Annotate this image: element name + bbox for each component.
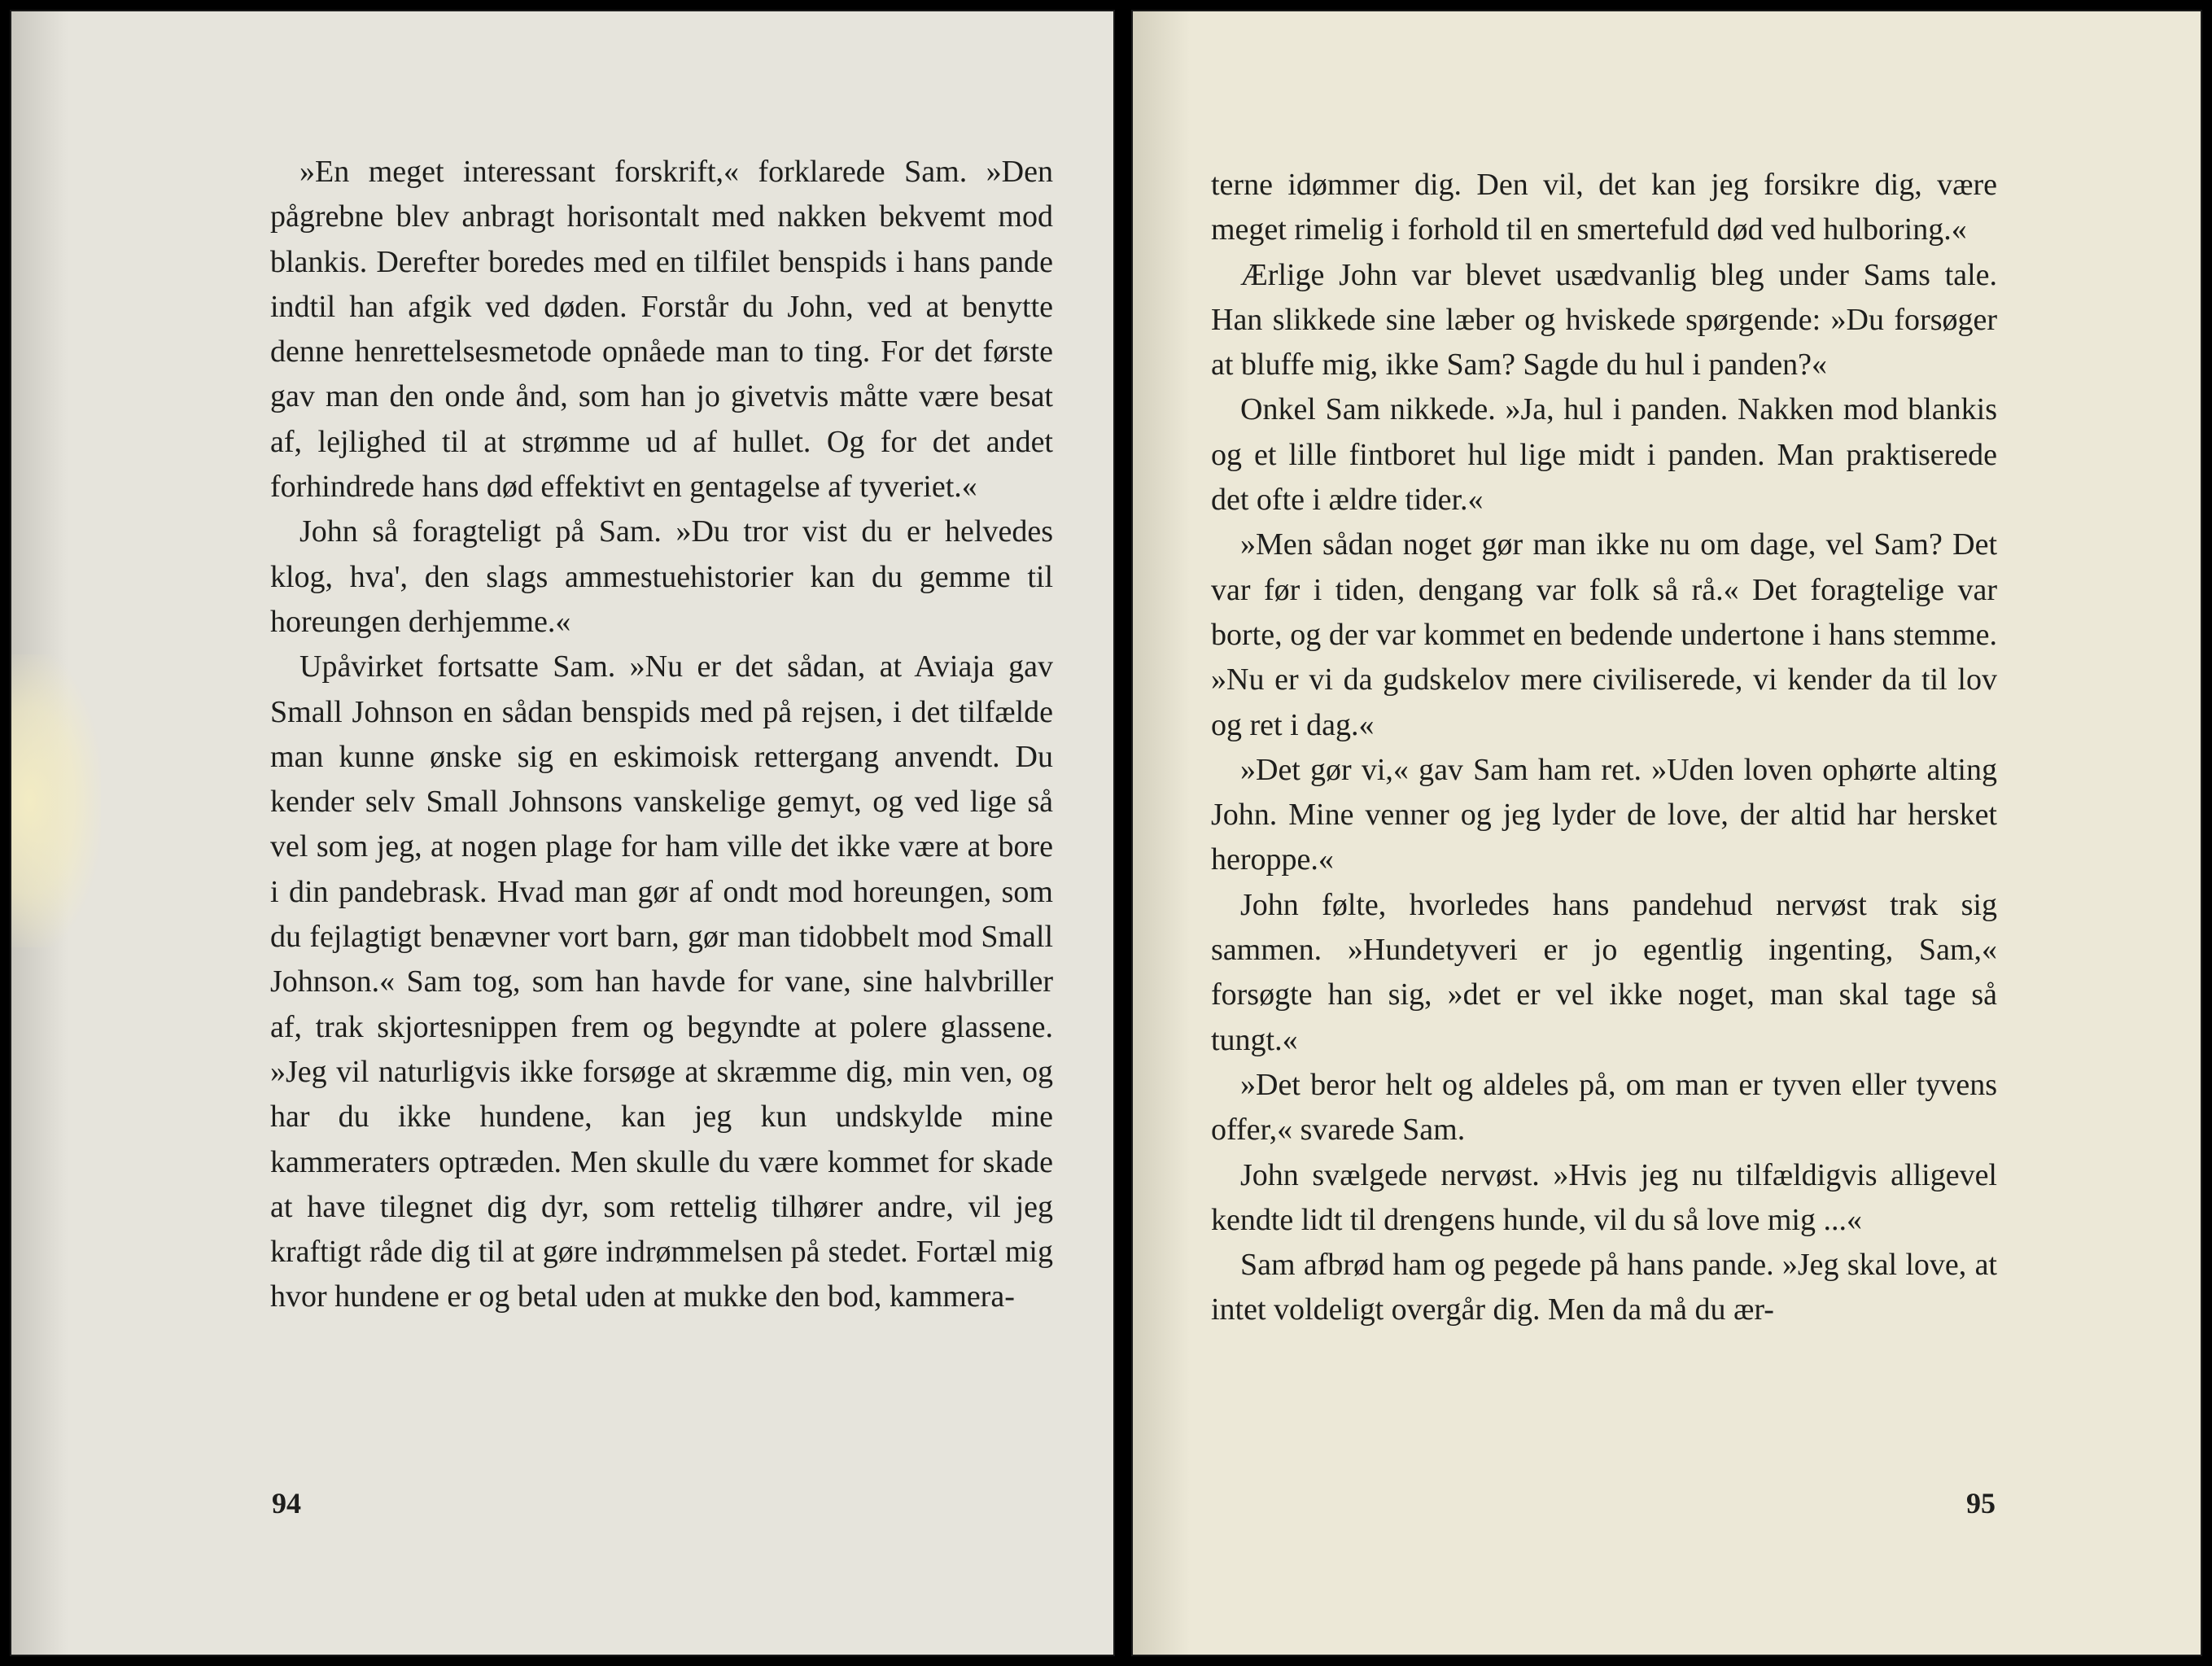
page-number: 94 (272, 1487, 301, 1520)
page-edge-shadow (1133, 11, 1190, 1655)
left-page-text (270, 150, 1053, 1320)
paper-stain (11, 654, 101, 947)
paragraph: »En meget interessant forskrift,« forklarede Sam. »Den pågrebne blev anbragt horisontalt med nakken bekvemt mod blankis. Derefter boredes med en tilfilet benspids i hans pande indtil han afgik ved døden. Forstår du John, ved at benytte denne henrettelsesmetode opnåede man to ting. For det første gav man den onde ånd, som han jo givetvis måtte være besat af, lejlighed til at strømme ud af hullet. Og for det andet forhindrede hans død effektivt en gentagelse af tyveriet.« (270, 155, 1053, 505)
page-number: 95 (1966, 1487, 1996, 1520)
paragraph: Onkel Sam nikkede. »Ja, hul i panden. Nakken mod blankis og et lille fintboret hul lige midt i panden. Man praktiserede det ofte i ældre tider.« (1211, 392, 1997, 518)
paragraph: »Det beror helt og aldeles på, om man er tyven eller tyvens offer,« svarede Sam. (1211, 1067, 1997, 1148)
paragraph: Ærlige John var blevet usædvanlig bleg under Sams tale. Han slikkede sine læber og hviskede spørgende: »Du forsøger at bluffe mig, ikke Sam? Sagde du hul i panden?« (1211, 257, 1997, 383)
paragraph: Sam afbrød ham og pegede på hans pande. »Jeg skal love, at intet voldeligt overgår dig. Men da må du ær- (1211, 1248, 1997, 1327)
paragraph: John følte, hvorledes hans pandehud nervøst trak sig sammen. »Hundetyveri er jo egentlig ingenting, Sam,« forsøgte han sig, »det er vel ikke noget, man skal tage så tungt.« (1211, 887, 1997, 1057)
paragraph: terne idømmer dig. Den vil, det kan jeg forsikre dig, være meget rimelig i forhold til en smertefuld død ved hulboring.« (1211, 168, 1997, 247)
right-page-text (1211, 163, 1997, 1333)
paragraph: John svælgede nervøst. »Hvis jeg nu tilfældigvis alligevel kendte lidt til drengens hunde, vil du så love mig ...« (1211, 1157, 1997, 1237)
paragraph: »Det gør vi,« gav Sam ham ret. »Uden loven ophørte alting John. Mine venner og jeg lyder de love, der altid har hersket heroppe.« (1211, 752, 1997, 877)
right-page (1131, 10, 2202, 1656)
paragraph: John så foragteligt på Sam. »Du tror vist du er helvedes klog, hva', den slags ammestuehistorier kan du gemme til horeungen derhjemme.« (270, 514, 1053, 639)
left-page (10, 10, 1115, 1656)
paragraph: »Men sådan noget gør man ikke nu om dage, vel Sam? Det var før i tiden, dengang var folk så rå.« Det foragtelige var borte, og der var kommet en bedende undertone i hans stemme. »Nu er vi da gudskelov mere civiliserede, vi kender da til lov og ret i dag.« (1211, 527, 1997, 742)
paragraph: Upåvirket fortsatte Sam. »Nu er det sådan, at Aviaja gav Small Johnson en sådan benspids med på rejsen, i det tilfælde man kunne ønske sig en eskimoisk rettergang anvendt. Du kender selv Small Johnsons vanskelige gemyt, og ved lige så vel som jeg, at nogen plage for ham ville det ikke være at bore i din pandebrask. Hvad man gør af ondt mod horeungen, som du fejlagtigt benævner vort barn, gør man tidobbelt mod Small Johnson.« Sam tog, som han havde for vane, sine halvbriller af, trak skjortesnippen frem og begyndte at polere glassene. »Jeg vil naturligvis ikke forsøge at skræmme dig, min ven, og har du ikke hundene, kan jeg kun undskylde mine kammeraters optræden. Men skulle du være kommet for skade at have tilegnet dig dyr, som rettelig tilhører andre, vil jeg kraftigt råde dig til at gøre indrømmelsen på stedet. Fortæl mig hvor hundene er og betal uden at mukke den bod, kammera- (270, 649, 1053, 1314)
